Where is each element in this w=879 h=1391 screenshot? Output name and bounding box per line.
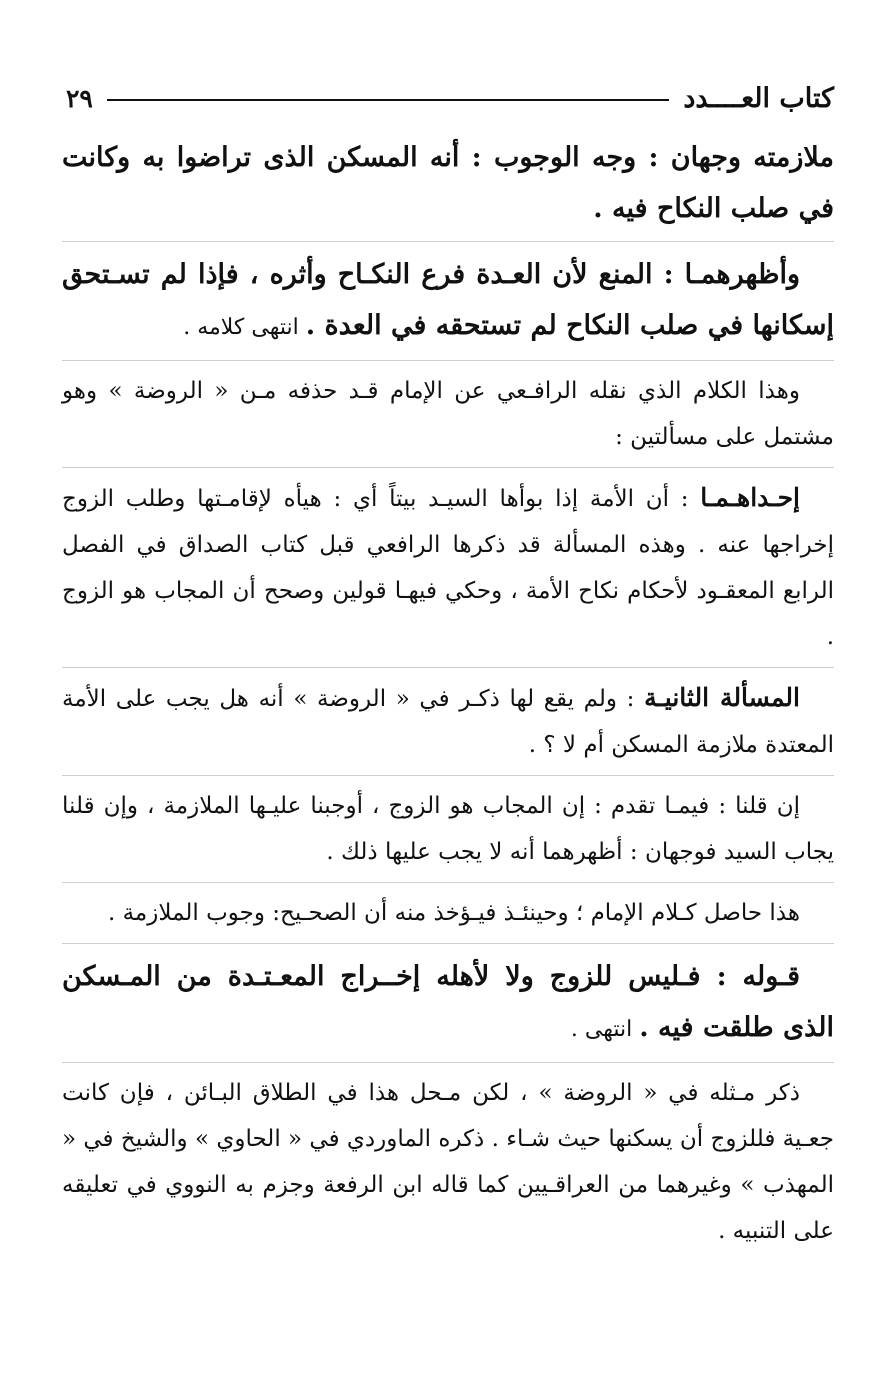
paragraph-3 <box>62 368 834 460</box>
paragraph-divider <box>62 360 834 361</box>
paragraph-divider <box>62 667 834 668</box>
paragraph-tail: انتهى . <box>570 1017 640 1042</box>
paragraph-text: ذكر مـثله في « الروضة » ، لكن مـحل هذا في الطلاق البـائن ، فإن كانت جعـية فللزوج أن يسكنها حيث شـاء . ذكره الماوردي في « الحاوي » والشيخ في « المهذب » وغيرهما من العراقـيين كما قاله ابن الرفعة وجزم به النووي في تعليقه على التنبيه . <box>61 1080 834 1244</box>
paragraph-text: قـوله : فـليس للزوج ولا لأهله إخــراج المعـتـدة من المـسكن الذى طلقت فيه . <box>62 961 834 1043</box>
paragraph-text: هذا حاصل كـلام الإمام ؛ وحينئـذ فيـؤخذ منه أن الصحـيح: وجوب الملازمة . <box>107 900 800 926</box>
paragraph-5 <box>62 675 834 768</box>
paragraph-4 <box>62 475 834 660</box>
paragraph-divider <box>62 882 834 883</box>
paragraph-divider <box>62 467 834 468</box>
paragraph-divider <box>62 943 834 944</box>
paragraph-text: : ولم يقع لها ذكـر في « الروضة » أنه هل يجب على الأمة المعتدة ملازمة المسكن أم لا ؟ . <box>62 686 834 758</box>
paragraph-text: : أن الأمة إذا بوأها السيـد بيتاً أي : هيأه لإقامـتها وطلب الزوج إخراجها عنه . وهذه المسألة قد ذكرها الرافعي قبل كتاب الصداق في الفصل الرابع المعقـود لأحكام نكاح الأمة ، وحكي فيهـا قولين وصحح أن المجاب هو الزوج . <box>62 486 834 650</box>
paragraph-1 <box>62 132 834 234</box>
paragraph-divider <box>62 775 834 776</box>
chapter-title: كتاب العــــدد <box>683 82 834 114</box>
paragraph-6 <box>62 783 834 875</box>
paragraph-divider <box>62 1062 834 1063</box>
paragraph-lead: إحـداهـمـا <box>700 483 800 512</box>
page-number: ٢٩ <box>66 83 93 113</box>
paragraph-8 <box>62 951 834 1055</box>
header-rule <box>107 99 670 101</box>
paragraph-2 <box>62 249 834 353</box>
paragraph-lead: المسألة الثانيـة <box>644 683 800 712</box>
paragraph-divider <box>62 241 834 242</box>
paragraph-tail: انتهى كلامه . <box>183 315 306 340</box>
paragraph-text: ملازمته وجهان : وجه الوجوب : أنه المسكن الذى تراضوا به وكانت في صلب النكاح فيه . <box>62 142 834 224</box>
paragraph-9 <box>62 1070 834 1254</box>
paragraph-text: إن قلنا : فيمـا تقدم : إن المجاب هو الزوج ، أوجبنا عليـها الملازمة ، وإن قلنا يجاب السيد فوجهان : أظهرهما أنه لا يجب عليها ذلك . <box>62 793 834 865</box>
book-page <box>62 70 834 1370</box>
paragraph-text: وهذا الكلام الذي نقله الرافـعي عن الإمام قـد حذفه مـن « الروضة » وهو مشتمل على مسألتين : <box>62 378 834 450</box>
running-header <box>62 70 834 126</box>
paragraph-text: وأظهرهمـا : المنع لأن العـدة فرع النكـاح وأثره ، فإذا لم تسـتحق إسكانها في صلب النكاح لم تستحقه في العدة . <box>62 259 834 341</box>
paragraph-7 <box>62 890 834 936</box>
